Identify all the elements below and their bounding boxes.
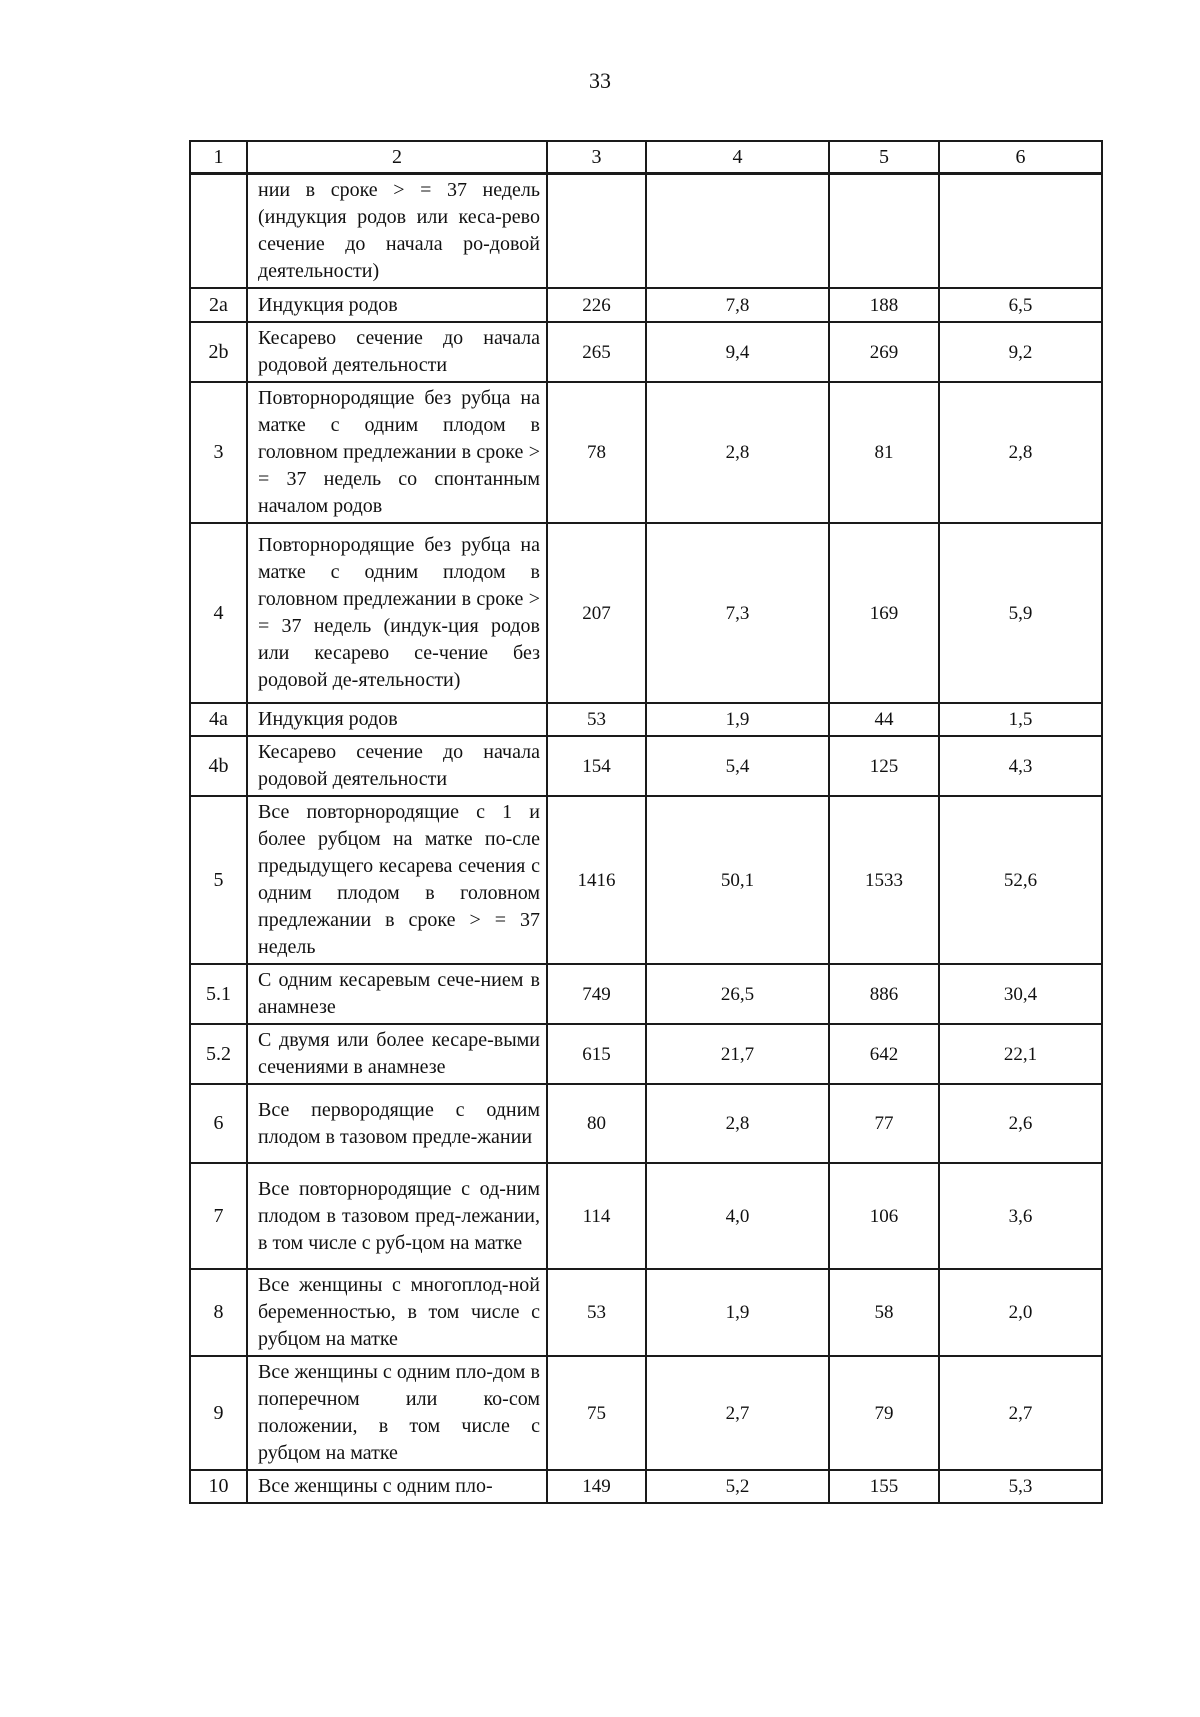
col3-value-cell: 265 [547,322,646,382]
col4-value-cell: 1,9 [646,1269,829,1356]
col5-value-cell: 77 [829,1084,939,1163]
row-description-cell: Все повторнородящие с од-ним плодом в тазовом пред-лежании, в том числе с руб-цом на матке [247,1163,547,1269]
col4-value-cell: 9,4 [646,322,829,382]
col5-value-cell: 642 [829,1024,939,1084]
header-cell-6: 6 [939,141,1102,174]
col6-value-cell: 22,1 [939,1024,1102,1084]
table-row [190,736,1102,796]
row-description-cell: С одним кесаревым сече-нием в анамнезе [247,964,547,1024]
col4-value-cell: 50,1 [646,796,829,964]
row-description-cell: Кесарево сечение до начала родовой деятельности [247,322,547,382]
row-number-cell: 2a [190,288,247,322]
header-cell-3: 3 [547,141,646,174]
col3-value-cell: 78 [547,382,646,523]
col3-value-cell: 75 [547,1356,646,1470]
col4-value-cell: 7,8 [646,288,829,322]
row-number-cell: 9 [190,1356,247,1470]
table-row [190,1084,1102,1163]
col6-value-cell: 1,5 [939,703,1102,736]
col6-value-cell: 2,8 [939,382,1102,523]
table-header-row [190,141,1102,174]
col3-value-cell [547,174,646,289]
col4-value-cell: 26,5 [646,964,829,1024]
header-cell-5: 5 [829,141,939,174]
row-description-cell: Все женщины с одним пло- [247,1470,547,1503]
row-description-cell: Повторнородящие без рубца на матке с одним плодом в головном предлежании в сроке > = 37 недель (индук-ция родов или кесарево се-чение без родовой де-ятельности) [247,523,547,703]
col5-value-cell: 886 [829,964,939,1024]
col3-value-cell: 80 [547,1084,646,1163]
header-cell-4: 4 [646,141,829,174]
col5-value-cell: 125 [829,736,939,796]
col3-value-cell: 114 [547,1163,646,1269]
col3-value-cell: 1416 [547,796,646,964]
row-number-cell: 10 [190,1470,247,1503]
table-row [190,1356,1102,1470]
col4-value-cell: 2,8 [646,382,829,523]
table-row [190,322,1102,382]
col3-value-cell: 615 [547,1024,646,1084]
row-description-cell: Все повторнородящие с 1 и более рубцом на матке по-сле предыдущего кесарева сечения с одним плодом в головном предлежании в сроке > = 37 недель [247,796,547,964]
col4-value-cell [646,174,829,289]
col5-value-cell: 155 [829,1470,939,1503]
col6-value-cell [939,174,1102,289]
col3-value-cell: 749 [547,964,646,1024]
row-description-cell: нии в сроке > = 37 недель (индукция родов или кеса-рево сечение до начала ро-довой деятельности) [247,174,547,289]
col3-value-cell: 53 [547,703,646,736]
row-description-cell: Индукция родов [247,288,547,322]
table-row [190,964,1102,1024]
header-cell-1: 1 [190,141,247,174]
col5-value-cell: 1533 [829,796,939,964]
row-description-cell: Индукция родов [247,703,547,736]
row-description-cell: Кесарево сечение до начала родовой деятельности [247,736,547,796]
row-number-cell: 5.2 [190,1024,247,1084]
col4-value-cell: 2,7 [646,1356,829,1470]
row-description-cell: Все женщины с многоплод-ной беременностью, в том числе с рубцом на матке [247,1269,547,1356]
col6-value-cell: 52,6 [939,796,1102,964]
header-cell-2: 2 [247,141,547,174]
col5-value-cell [829,174,939,289]
col4-value-cell: 2,8 [646,1084,829,1163]
table-row [190,1470,1102,1503]
row-number-cell [190,174,247,289]
col5-value-cell: 169 [829,523,939,703]
row-number-cell: 4b [190,736,247,796]
col3-value-cell: 226 [547,288,646,322]
col4-value-cell: 5,2 [646,1470,829,1503]
col5-value-cell: 269 [829,322,939,382]
row-number-cell: 7 [190,1163,247,1269]
col6-value-cell: 2,6 [939,1084,1102,1163]
col6-value-cell: 30,4 [939,964,1102,1024]
table-row [190,796,1102,964]
row-number-cell: 4 [190,523,247,703]
col5-value-cell: 188 [829,288,939,322]
page-number: 33 [589,68,611,93]
row-number-cell: 2b [190,322,247,382]
col4-value-cell: 5,4 [646,736,829,796]
col6-value-cell: 5,3 [939,1470,1102,1503]
col4-value-cell: 1,9 [646,703,829,736]
col5-value-cell: 58 [829,1269,939,1356]
report-table [189,140,1103,1504]
col3-value-cell: 207 [547,523,646,703]
row-number-cell: 3 [190,382,247,523]
table-row [190,1163,1102,1269]
table-row [190,1024,1102,1084]
table-row [190,523,1102,703]
row-description-cell: Повторнородящие без рубца на матке с одним плодом в головном предлежании в сроке > = 37 недель со спонтанным началом родов [247,382,547,523]
col3-value-cell: 149 [547,1470,646,1503]
table-row [190,288,1102,322]
col3-value-cell: 53 [547,1269,646,1356]
col6-value-cell: 2,7 [939,1356,1102,1470]
row-number-cell: 5.1 [190,964,247,1024]
row-number-cell: 6 [190,1084,247,1163]
col4-value-cell: 21,7 [646,1024,829,1084]
table-row [190,174,1102,289]
col6-value-cell: 9,2 [939,322,1102,382]
row-description-cell: Все женщины с одним пло-дом в поперечном или ко-сом положении, в том числе с рубцом на матке [247,1356,547,1470]
col6-value-cell: 6,5 [939,288,1102,322]
col6-value-cell: 4,3 [939,736,1102,796]
col6-value-cell: 3,6 [939,1163,1102,1269]
table-row [190,1269,1102,1356]
col4-value-cell: 4,0 [646,1163,829,1269]
col5-value-cell: 79 [829,1356,939,1470]
col5-value-cell: 44 [829,703,939,736]
col6-value-cell: 5,9 [939,523,1102,703]
col6-value-cell: 2,0 [939,1269,1102,1356]
table-row [190,382,1102,523]
table-body [190,141,1102,1503]
row-description-cell: С двумя или более кесаре-выми сечениями в анамнезе [247,1024,547,1084]
row-number-cell: 4a [190,703,247,736]
col4-value-cell: 7,3 [646,523,829,703]
row-description-cell: Все первородящие с одним плодом в тазовом предле-жании [247,1084,547,1163]
col3-value-cell: 154 [547,736,646,796]
table-row [190,703,1102,736]
row-number-cell: 8 [190,1269,247,1356]
row-number-cell: 5 [190,796,247,964]
col5-value-cell: 106 [829,1163,939,1269]
col5-value-cell: 81 [829,382,939,523]
